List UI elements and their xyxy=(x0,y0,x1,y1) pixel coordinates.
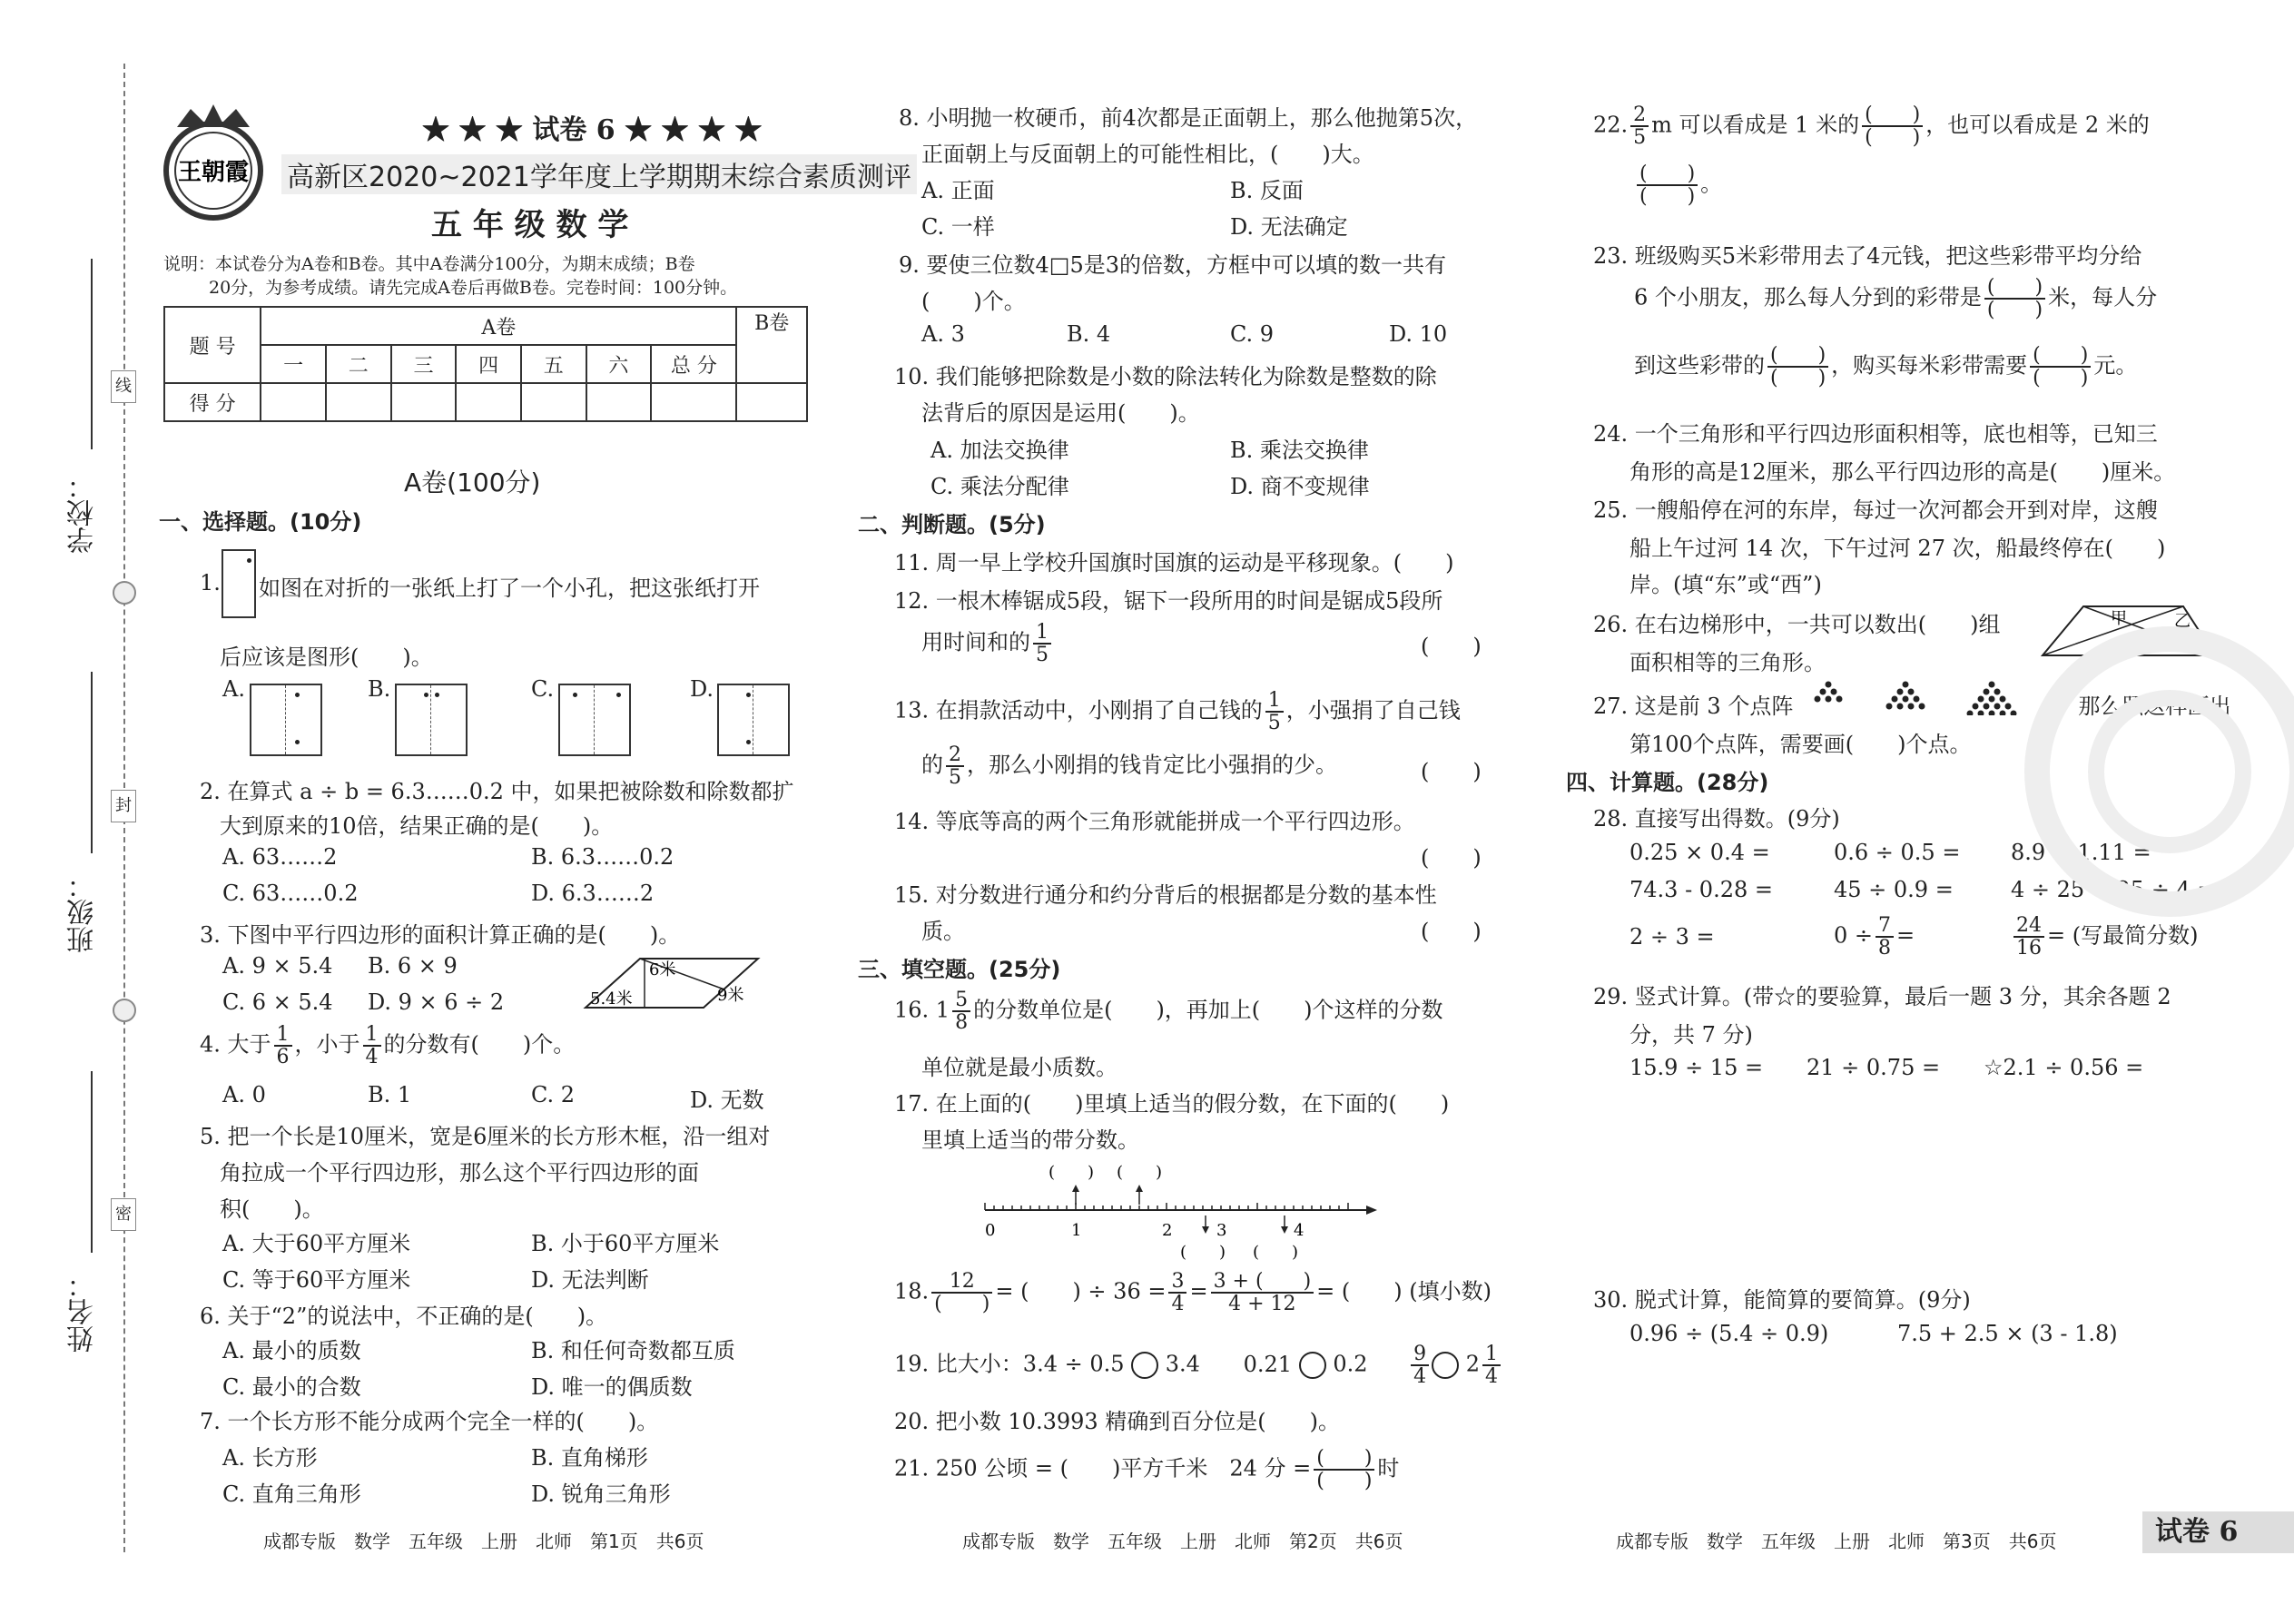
table-col: 一 xyxy=(261,345,326,383)
watermark-seal-inner xyxy=(2088,690,2251,853)
q12-text-2: 用时间和的 $\frac{1}{5}$ xyxy=(921,622,1054,665)
brand-logo xyxy=(159,100,268,227)
q1-text: 如图在对折的一张纸上打了一个小孔，把这张纸打开 xyxy=(259,576,760,601)
compare-circle[interactable] xyxy=(1131,1352,1158,1379)
q26-text: 26. 在右边梯形中，一共可以数出( )组 xyxy=(1593,612,2001,637)
q2-option-c[interactable]: C. 63……0.2 xyxy=(222,881,359,906)
q5-option-b[interactable]: B. 小于60平方厘米 xyxy=(531,1231,720,1256)
answer-box: ( ) xyxy=(1117,1163,1163,1182)
q14-text: 14. 等底等高的两个三角形就能拼成一个平行四边形。 xyxy=(894,809,1415,834)
q18-text: 18. $\frac{12}{( )}$ = ( ) ÷ 36 = $\frac{3}{4}$ = $\frac{3 + ( )}{4 + 12}$ = ( ) (填小数) xyxy=(894,1270,1492,1316)
q3-text: 3. 下图中平行四边形的面积计算正确的是( )。 xyxy=(200,922,681,948)
tick-label: 4 xyxy=(1294,1221,1305,1240)
q16-text: 16. 1 $\frac{5}{8}$ 的分数单位是( )，再加上( )个这样的分数 xyxy=(894,989,1443,1035)
page-2 xyxy=(853,0,1507,1624)
table-col: 四 xyxy=(456,345,521,383)
q9-option-b[interactable]: B. 4 xyxy=(1067,321,1111,347)
q2-option-b[interactable]: B. 6.3……0.2 xyxy=(531,844,674,870)
q24-text: 24. 一个三角形和平行四边形面积相等，底也相等，已知三 xyxy=(1593,421,2158,447)
q24-text-2: 角形的高是12厘米，那么平行四边形的高是( )厘米。 xyxy=(1629,459,2176,485)
exam-title: 高新区2020~2021学年度上学期期末综合素质测评 xyxy=(281,154,917,194)
score-cell[interactable] xyxy=(326,383,391,421)
table-col: 总 分 xyxy=(651,345,736,383)
q9-option-d[interactable]: D. 10 xyxy=(1389,321,1448,347)
dot xyxy=(1994,689,2001,695)
fig-label-jia: 甲 xyxy=(2111,609,2127,628)
fig-label-54m: 5.4米 xyxy=(590,989,633,1009)
q15-text-2: 质。 xyxy=(921,919,965,944)
q6-option-c[interactable]: C. 最小的合数 xyxy=(222,1374,361,1400)
dot xyxy=(2005,704,2012,710)
calc-item: 15.9 ÷ 15 = xyxy=(1629,1055,1764,1080)
q4-option-d[interactable]: D. 无数 xyxy=(690,1088,764,1113)
class-field[interactable] xyxy=(91,672,93,853)
dot xyxy=(1903,682,1909,688)
cut-mark-seal: 封 xyxy=(111,790,136,822)
name-label: 姓名： xyxy=(67,1271,99,1353)
dot xyxy=(1989,696,1995,703)
q15-answer[interactable]: ( ) xyxy=(1421,919,1482,944)
score-cell[interactable] xyxy=(521,383,586,421)
dot xyxy=(1908,689,1915,695)
dot xyxy=(1989,682,1995,688)
answer-box: ( ) xyxy=(1049,1163,1095,1182)
q5-text-3: 积( )。 xyxy=(220,1196,324,1222)
q4-option-a[interactable]: A. 0 xyxy=(222,1082,266,1107)
fig-label-yi: 乙 xyxy=(2174,612,2191,631)
q29-text-2: 分，共 7 分) xyxy=(1629,1022,1753,1048)
q23-text: 23. 班级购买5米彩带用去了4元钱，把这些彩带平均分给 xyxy=(1593,243,2142,269)
q3-option-b[interactable]: B. 6 × 9 xyxy=(368,953,458,979)
dot xyxy=(1826,682,1832,688)
q9-option-c[interactable]: C. 9 xyxy=(1230,321,1275,347)
table-col: 六 xyxy=(586,345,652,383)
section-1-title: 一、选择题。(10分) xyxy=(159,509,362,535)
tick-label: 0 xyxy=(985,1221,996,1240)
answer-box: ( ) xyxy=(1180,1243,1226,1262)
q17-text-2: 里填上适当的带分数。 xyxy=(921,1127,1139,1153)
q7-text: 7. 一个长方形不能分成两个完全一样的( )。 xyxy=(200,1409,659,1434)
score-cell[interactable] xyxy=(456,383,521,421)
tick-label: 1 xyxy=(1071,1221,1082,1240)
q6-option-b[interactable]: B. 和任何奇数都互质 xyxy=(531,1338,735,1363)
q16-text-2: 单位就是最小质数。 xyxy=(921,1055,1117,1080)
q12-text: 12. 一根木棒锯成5段，锯下一段所用的时间是锯成5段所 xyxy=(894,588,1443,614)
q5-option-c[interactable]: C. 等于60平方厘米 xyxy=(222,1267,411,1293)
q15-text: 15. 对分数进行通分和约分背后的根据都是分数的基本性 xyxy=(894,882,1437,908)
dot xyxy=(1897,689,1904,695)
binding-margin xyxy=(0,0,154,1624)
q7-option-d[interactable]: D. 锐角三角形 xyxy=(531,1481,671,1507)
dot xyxy=(1914,696,1920,703)
cut-mark-line: 线 xyxy=(111,370,136,403)
table-col: 五 xyxy=(521,345,586,383)
exam-page-tag: 试卷 6 xyxy=(2142,1511,2294,1553)
dot xyxy=(1820,689,1826,695)
q6-option-d[interactable]: D. 唯一的偶质数 xyxy=(531,1374,693,1400)
q28-text: 28. 直接写出得数。(9分) xyxy=(1593,806,1840,832)
dot xyxy=(1892,696,1898,703)
dot xyxy=(2000,696,2006,703)
q22-text: 22. $\frac{2}{5}$ m 可以看成是 1 米的 $\frac{( )}{( )}$ ，也可以看成是 2 米的 xyxy=(1593,103,2150,150)
q6-option-a[interactable]: A. 最小的质数 xyxy=(222,1338,361,1363)
calc-item: 0.25 × 0.4 = xyxy=(1629,840,1770,865)
q1-option-d[interactable]: D. xyxy=(690,676,714,702)
q14-answer[interactable]: ( ) xyxy=(1421,845,1482,871)
q8-option-d[interactable]: D. 无法确定 xyxy=(1230,214,1348,240)
calc-item: 45 ÷ 0.9 = xyxy=(1834,877,1954,902)
q10-option-d[interactable]: D. 商不变规律 xyxy=(1230,474,1370,499)
dot xyxy=(1826,696,1832,703)
dot xyxy=(2000,711,2006,716)
score-cell[interactable] xyxy=(391,383,457,421)
q9-option-a[interactable]: A. 3 xyxy=(921,321,965,347)
q17-text: 17. 在上面的( )里填上适当的假分数，在下面的( ) xyxy=(894,1091,1450,1117)
fig-label-9m: 9米 xyxy=(717,986,744,1005)
subject-title: 五 年 级 数 学 xyxy=(431,207,629,243)
logo-text: 王朝霞 xyxy=(177,159,250,186)
dot xyxy=(1897,704,1904,710)
q10-option-c[interactable]: C. 乘法分配律 xyxy=(930,474,1069,499)
table-header-b: B卷 xyxy=(736,307,807,383)
q27-text: 27. 这是前 3 个点阵 ，那么照这样画出 xyxy=(1593,694,2231,719)
calc-item: 4 ÷ 25 × 25 ÷ 4 = xyxy=(2011,877,2216,902)
dot xyxy=(1978,696,1984,703)
calc-item: 2 ÷ 3 = xyxy=(1629,924,1715,950)
score-cell[interactable] xyxy=(261,383,326,421)
q7-option-c[interactable]: C. 直角三角形 xyxy=(222,1481,361,1507)
dot xyxy=(1903,696,1909,703)
exam-note-1: 说明：本试卷分为A卷和B卷。其中A卷满分100分，为期末成绩；B卷 xyxy=(163,254,695,274)
calc-item: 7.5 + 2.5 × (3 - 1.8) xyxy=(1897,1321,2118,1346)
calc-item: $\frac{24}{16}$ = (写最简分数) xyxy=(2011,915,2198,959)
q23-text-2: 6 个小朋友，那么每人分到的彩带是 $\frac{( )}{( )}$ 米，每人分 xyxy=(1634,276,2158,322)
binding-hole xyxy=(113,581,136,605)
section-2-title: 二、判断题。(5分) xyxy=(858,512,1046,537)
q7-option-b[interactable]: B. 直角梯形 xyxy=(531,1445,648,1471)
name-field[interactable] xyxy=(91,1071,93,1253)
q10-option-a[interactable]: A. 加法交换律 xyxy=(930,438,1069,463)
q12-answer[interactable]: ( ) xyxy=(1421,634,1482,659)
q10-text: 10. 我们能够把除数是小数的除法转化为除数是整数的除 xyxy=(894,364,1437,389)
q5-option-a[interactable]: A. 大于60平方厘米 xyxy=(222,1231,411,1256)
score-cell[interactable] xyxy=(736,383,807,421)
section-3-title: 三、填空题。(25分) xyxy=(858,957,1061,982)
q29-text: 29. 竖式计算。(带☆的要验算，最后一题 3 分，其余各题 2 xyxy=(1593,984,2171,1009)
q8-text-2: 正面朝上与反面朝上的可能性相比，( )大。 xyxy=(921,142,1374,167)
q20-text: 20. 把小数 10.3993 精确到百分位是( )。 xyxy=(894,1409,1341,1434)
dot xyxy=(2011,711,2017,716)
dot xyxy=(1989,711,1995,716)
q23-text-3: 到这些彩带的 $\frac{( )}{( )}$ ，购买每米彩带需要 $\frac{( )}{( )}$ 元。 xyxy=(1634,344,2138,390)
table-col: 三 xyxy=(391,345,457,383)
q25-text: 25. 一艘船停在河的东岸，每过一次河都会开到对岸，这艘 xyxy=(1593,497,2158,523)
q4-option-b[interactable]: B. 1 xyxy=(368,1082,412,1107)
q11-text: 11. 周一早上学校升国旗时国旗的运动是平移现象。( ) xyxy=(894,550,1454,576)
calc-item: 0.96 ÷ (5.4 ÷ 0.9) xyxy=(1629,1321,1829,1346)
class-label: 班级： xyxy=(67,871,99,953)
q13-text-2: 的 $\frac{2}{5}$ ，那么小刚捐的钱肯定比小强捐的少。 xyxy=(921,743,1337,790)
q5-option-d[interactable]: D. 无法判断 xyxy=(531,1267,649,1293)
table-header-question: 题 号 xyxy=(164,307,261,383)
q6-text: 6. 关于“2”的说法中，不正确的是( )。 xyxy=(200,1304,608,1329)
q8-option-a[interactable]: A. 正面 xyxy=(921,178,995,203)
calc-item: 0.6 ÷ 0.5 = xyxy=(1834,840,1961,865)
q8-option-c[interactable]: C. 一样 xyxy=(921,214,995,240)
dot xyxy=(1973,704,1979,710)
table-col: 二 xyxy=(326,345,391,383)
q5-text-2: 角拉成一个平行四边形，那么这个平行四边形的面 xyxy=(220,1160,699,1186)
q1-option-b[interactable]: B. xyxy=(368,676,390,702)
q10-option-b[interactable]: B. 乘法交换律 xyxy=(1230,438,1369,463)
table-header-a: A卷 xyxy=(261,307,736,345)
dot xyxy=(1886,704,1893,710)
dot-patterns xyxy=(1797,679,2061,715)
dot xyxy=(1978,711,1984,716)
parallelogram-figure xyxy=(581,951,763,1015)
school-field[interactable] xyxy=(91,259,93,449)
dot xyxy=(1984,689,1990,695)
q27-text-2: 第100个点阵，需要画( )个点。 xyxy=(1629,732,1972,757)
folded-paper-figure xyxy=(222,549,256,618)
calc-item: 74.3 - 0.28 = xyxy=(1629,877,1773,902)
section-4-title: 四、计算题。(28分) xyxy=(1566,770,1769,795)
q4-option-c[interactable]: C. 2 xyxy=(531,1082,576,1107)
dot xyxy=(1967,711,1974,716)
fig-label-6m: 6米 xyxy=(649,960,676,979)
dot xyxy=(1836,696,1843,703)
q2-text-2: 大到原来的10倍，结果正确的是( )。 xyxy=(220,813,614,839)
q10-text-2: 法背后的原因是运用( )。 xyxy=(921,400,1200,426)
q2-text: 2. 在算式 a ÷ b = 6.3……0.2 中，如果把被除数和除数都扩 xyxy=(200,779,794,804)
dot xyxy=(1831,689,1837,695)
q9-text-2: ( )个。 xyxy=(921,289,1026,314)
q2-option-d[interactable]: D. 6.3……2 xyxy=(531,881,655,906)
calc-item: 21 ÷ 0.75 = xyxy=(1807,1055,1941,1080)
compare-circle[interactable] xyxy=(1432,1352,1459,1379)
number-line xyxy=(980,1157,1389,1266)
paper-a-title: A卷(100分) xyxy=(404,468,541,497)
cut-mark-secret: 密 xyxy=(111,1198,136,1231)
footer-page-2: 成都专版 数学 五年级 上册 北师 第2页 共6页 xyxy=(962,1530,1403,1552)
footer-page-3: 成都专版 数学 五年级 上册 北师 第3页 共6页 xyxy=(1616,1530,2057,1552)
calc-item: ☆2.1 ÷ 0.56 = xyxy=(1984,1055,2144,1080)
score-cell[interactable] xyxy=(586,383,652,421)
q13-answer[interactable]: ( ) xyxy=(1421,759,1482,784)
q1-text-2: 后应该是图形( )。 xyxy=(220,645,433,670)
dot xyxy=(1984,704,1990,710)
q22-text-2: $\frac{( )}{( )}$ 。 xyxy=(1634,163,1722,207)
q2-option-a[interactable]: A. 63……2 xyxy=(222,844,338,870)
page-1: 王朝霞 ★ ★ ★ 试卷 6 ★ ★ ★ ★ 高新区2020~2021学年度上学期期末综合素质测评 五 年 级 数 学 说明：本试卷分为A卷和B卷。其中A卷满分100分，为期末成绩；B卷 20分，为参考成绩。请先完成A卷后再做B卷。完卷时间：100分钟。 题 号 A卷 B卷 一 二 三 四 五 六 总 分 得 分 A卷(100分) 一、选择题。(10分) 1. 如图在对折的一张纸上打了一个小孔，把这张纸打开 后应该是图形( )。 A. B. C. D. 2. 在算式 a ÷ b = 6.3……0.2 中，如果把被除数和除数都扩 大到原来的10倍，结果正确的是( )。 A. 63……2 B. 6.3……0.2 C. 63……0.2 D. 6.3……2 3. 下图中平行四边形的面积计算正确的是( )。 A. 9 × 5.4 B. 6 × 9 C. 6 × 5.4 D. 9 × 6 ÷ 2 6米 5.4米 9米 4. 大于 $\frac{1}{6}$ ，小于 $\frac{1}{4}$ 的分数有( )个。 A. 0 B. 1 C. 2 D. 无数 5. 把一个长是10厘米，宽是6厘米的长方形木框，沿一组对 角拉成一个平行四边形，那么这个平行四边形的面 积( )。 A. 大于60平方厘米 B. 小于60平方厘米 C. 等于60平方厘米 D. 无法判断 6. 关于“2”的说法中，不正确的是( )。 A. 最小的质数 B. 和任何奇数都互质 C. 最小的合数 D. 唯一的偶质数 7. 一个长方形不能分成两个完全一样的( )。 A. 长方形 B. 直角梯形 C. 直角三角形 D. 锐角三角形 成都专版 数学 五年级 上册 北师 第1页 共6页 xyxy=(154,0,808,1624)
score-cell[interactable] xyxy=(651,383,736,421)
table-header-score: 得 分 xyxy=(164,383,261,421)
q13-text: 13. 在捐款活动中，小刚捐了自己钱的 $\frac{1}{5}$ ，小强捐了自己钱 xyxy=(894,689,1461,735)
q8-text: 8. 小明抛一枚硬币，前4次都是正面朝上，那么他抛第5次， xyxy=(899,105,1478,131)
school-label: 学校： xyxy=(67,472,99,554)
score-table xyxy=(163,306,808,422)
q30-text: 30. 脱式计算，能简算的要简算。(9分) xyxy=(1593,1287,1971,1313)
q1-option-c[interactable]: C. xyxy=(531,676,554,702)
q21-text: 21. 250 公顷 = ( )平方千米 24 分 = $\frac{( )}{( )}$ 时 xyxy=(894,1447,1400,1493)
q3-option-c[interactable]: C. 6 × 5.4 xyxy=(222,989,333,1015)
q9-text: 9. 要使三位数4□5是3的倍数，方框中可以填的数一共有 xyxy=(899,252,1447,278)
q26-text-2: 面积相等的三角形。 xyxy=(1629,650,1826,675)
q1-option-a[interactable]: A. xyxy=(222,676,245,702)
calc-item: 0 ÷ $\frac{7}{8}$ = xyxy=(1834,914,1915,960)
binding-hole xyxy=(113,999,136,1022)
answer-box: ( ) xyxy=(1253,1243,1299,1262)
q5-text: 5. 把一个长是10厘米，宽是6厘米的长方形木框，沿一组对 xyxy=(200,1124,771,1149)
dot xyxy=(1994,704,2001,710)
dot xyxy=(1815,696,1821,703)
exam-number: ★ ★ ★ 试卷 6 ★ ★ ★ ★ xyxy=(422,114,763,146)
calc-item: 8.9 + 1.11 = xyxy=(2011,840,2151,865)
q8-option-b[interactable]: B. 反面 xyxy=(1230,178,1304,203)
tick-label: 2 xyxy=(1162,1221,1173,1240)
dot xyxy=(1919,704,1925,710)
compare-circle[interactable] xyxy=(1299,1352,1326,1379)
q25-text-3: 岸。(填“东”或“西”) xyxy=(1629,572,1822,597)
footer-page-1: 成都专版 数学 五年级 上册 北师 第1页 共6页 xyxy=(263,1530,704,1552)
q3-option-a[interactable]: A. 9 × 5.4 xyxy=(222,953,333,979)
tick-label: 3 xyxy=(1216,1221,1227,1240)
q25-text-2: 船上午过河 14 次，下午过河 27 次，船最终停在( ) xyxy=(1629,536,2166,561)
q3-option-d[interactable]: D. 9 × 6 ÷ 2 xyxy=(368,989,505,1015)
q7-option-a[interactable]: A. 长方形 xyxy=(222,1445,318,1471)
dot xyxy=(1908,704,1915,710)
q19-text: 19. 比大小：3.4 ÷ 0.5 3.4 0.21 0.2 $\frac{9}{4}$ 2 $\frac{1}{4}$ xyxy=(894,1343,1503,1387)
q4-text: 4. 大于 $\frac{1}{6}$ ，小于 $\frac{1}{4}$ 的分数有( )个。 xyxy=(200,1023,576,1069)
exam-note-2: 20分，为参考成绩。请先完成A卷后再做B卷。完卷时间：100分钟。 xyxy=(209,278,738,298)
